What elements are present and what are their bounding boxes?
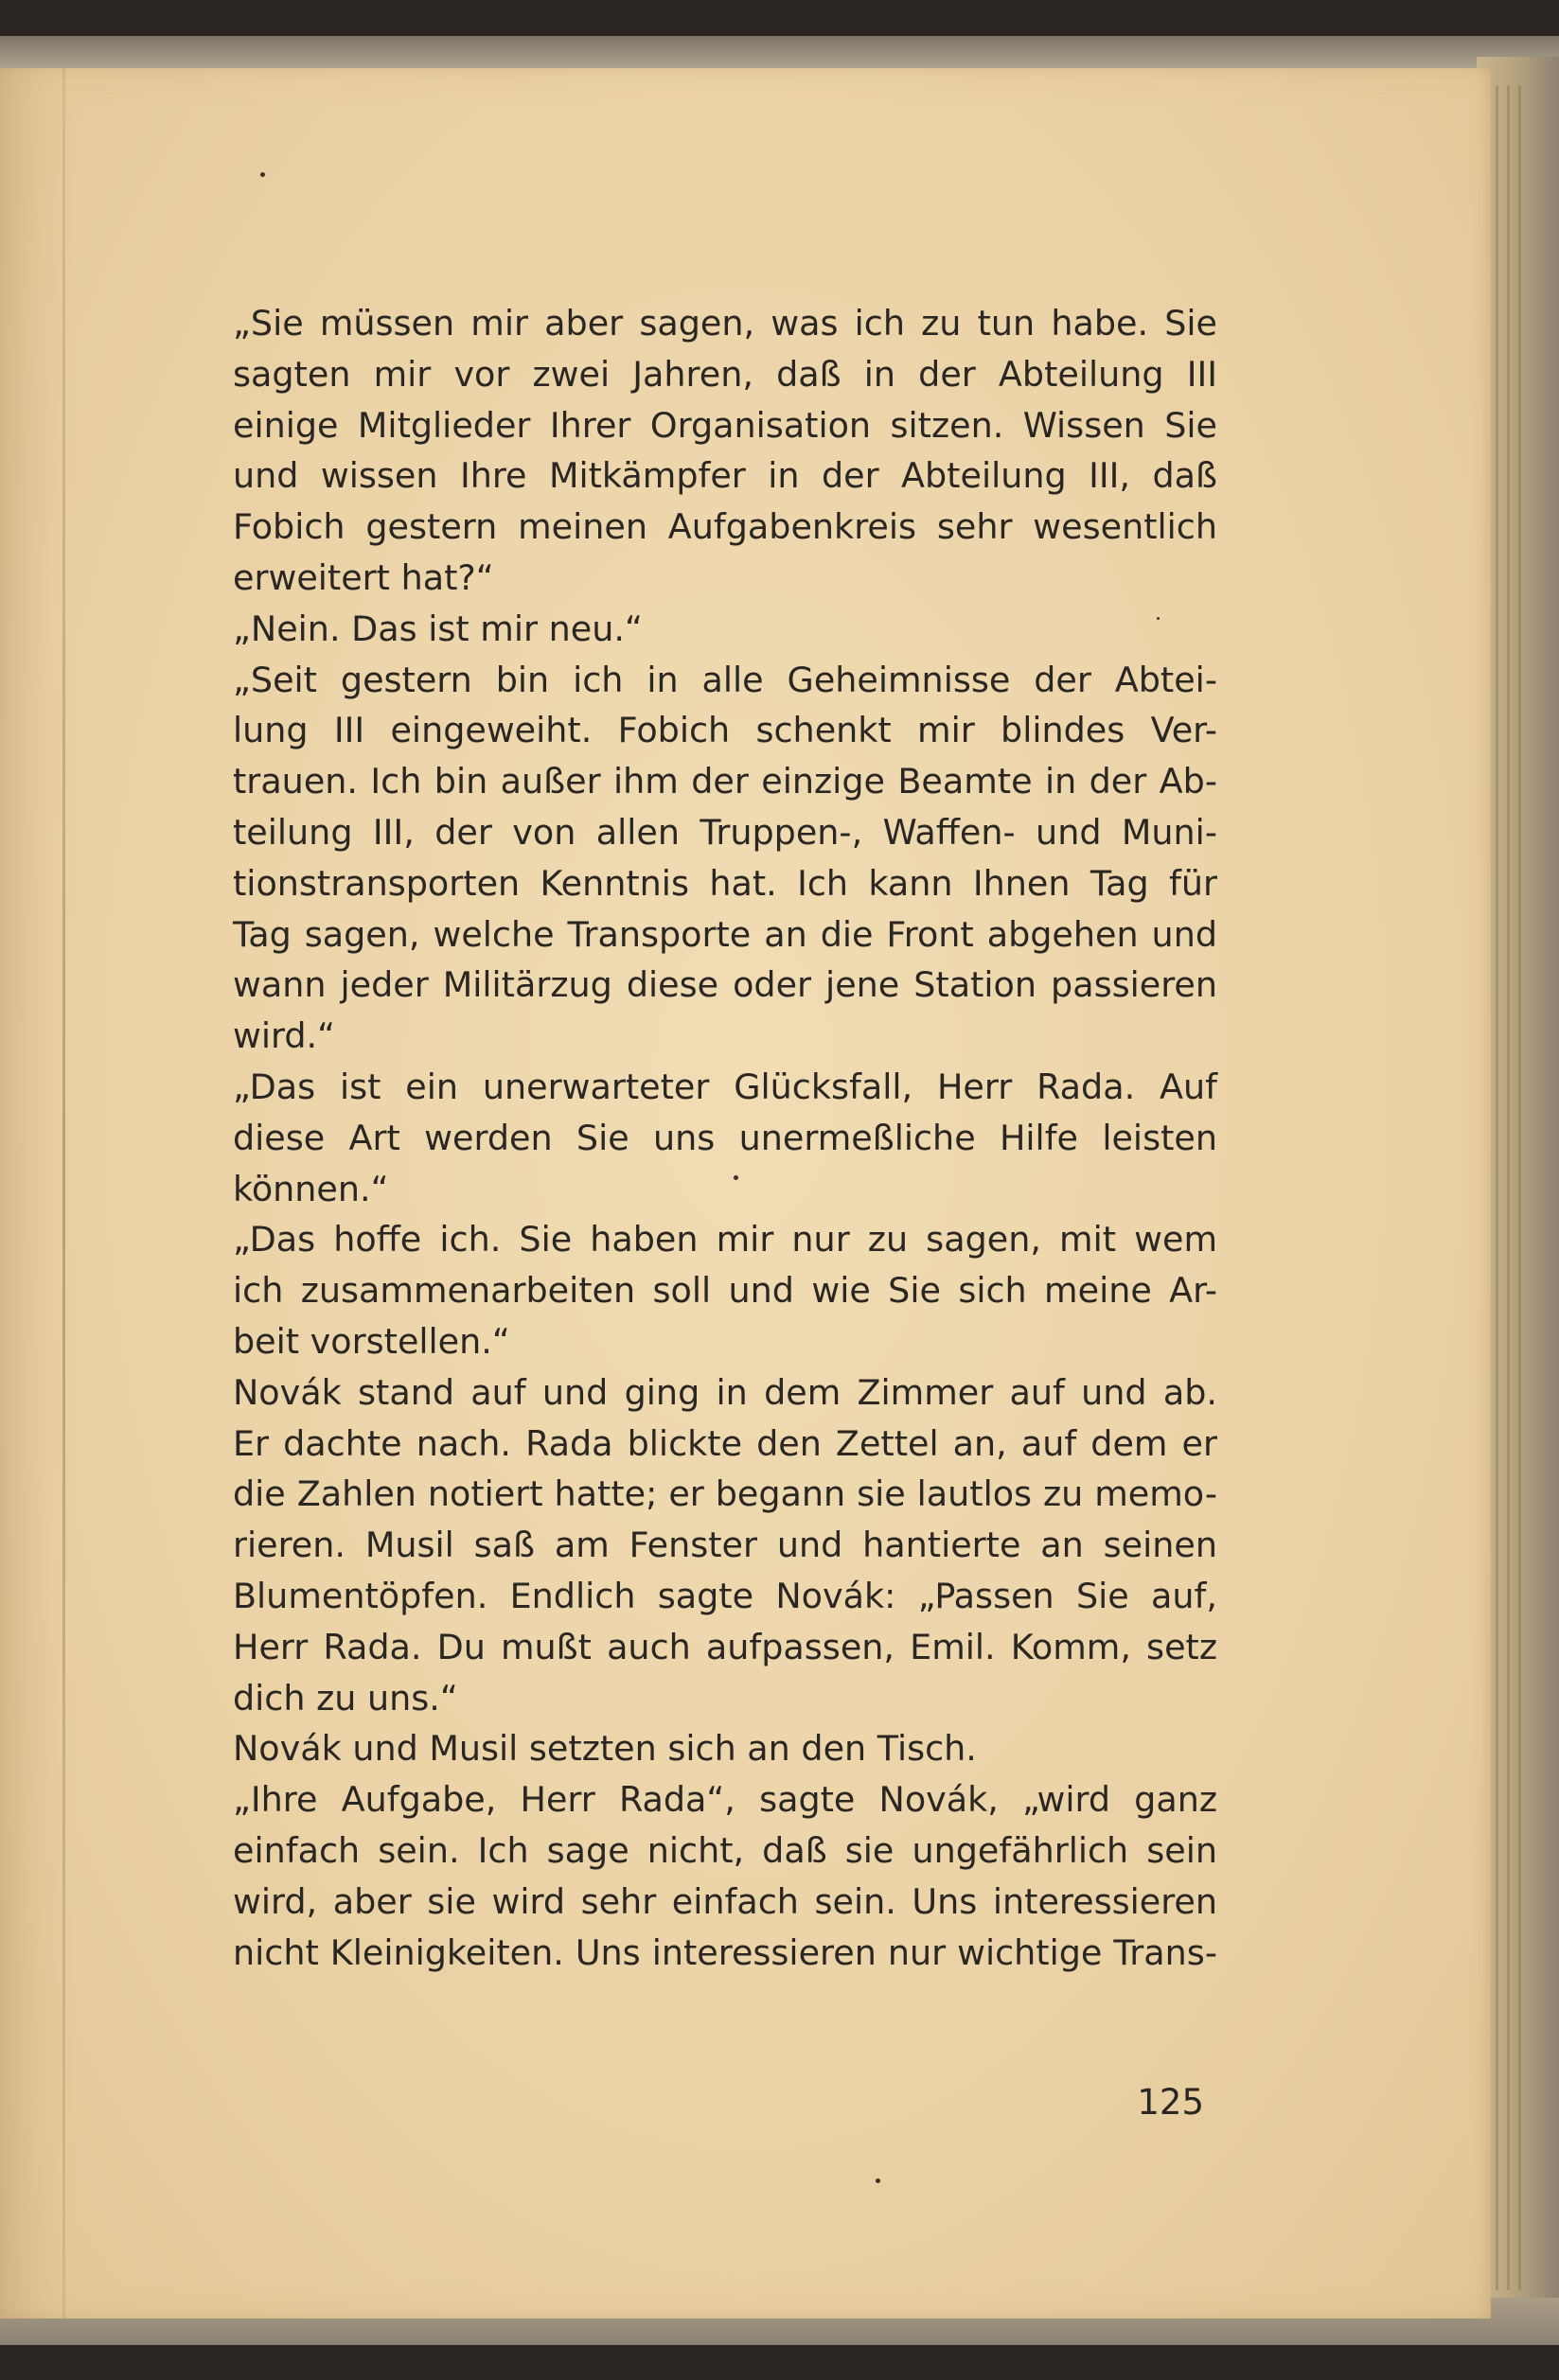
text-line: diese Art werden Sie uns unermeßliche Hilfe leisten <box>233 1117 1217 1158</box>
text-line: „Das ist ein unerwarteter Glücksfall, Herr Rada. Auf <box>233 1066 1217 1107</box>
text-line: ich zusammenarbeiten soll und wie Sie sich meine Ar- <box>233 1270 1217 1312</box>
page-number: 125 <box>1137 2082 1204 2123</box>
paper-speck <box>260 172 265 177</box>
binding-gutter <box>62 68 65 2318</box>
paper-speck <box>734 1175 738 1180</box>
text-line: können.“ <box>233 1168 389 1209</box>
text-line: einfach sein. Ich sage nicht, daß sie ungefährlich sein <box>233 1829 1217 1871</box>
text-line: wird, aber sie wird sehr einfach sein. Uns interessieren <box>233 1880 1217 1922</box>
text-line: Tag sagen, welche Transporte an die Front abgehen und <box>233 913 1217 955</box>
text-line: Herr Rada. Du mußt auch aufpassen, Emil. Komm, setz <box>233 1626 1217 1667</box>
text-line: nicht Kleinigkeiten. Uns interessieren nur wichtige Trans- <box>233 1931 1217 1973</box>
text-line: tionstransporten Kenntnis hat. Ich kann Ihnen Tag für <box>233 862 1217 904</box>
text-line: „Ihre Aufgabe, Herr Rada“, sagte Novák, „wird ganz <box>233 1779 1217 1821</box>
text-line: einige Mitglieder Ihrer Organisation sitzen. Wissen Sie <box>233 404 1217 446</box>
text-line: wann jeder Militärzug diese oder jene Station passieren <box>233 964 1217 1006</box>
text-line: rieren. Musil saß am Fenster und hantierte an seinen <box>233 1525 1217 1566</box>
page-stack-edge <box>1507 85 1510 2290</box>
text-line: Fobich gestern meinen Aufgabenkreis sehr wesentlich <box>233 506 1217 548</box>
paper-page <box>0 68 1491 2318</box>
text-line: wird.“ <box>233 1015 336 1057</box>
body-text <box>233 298 1217 1978</box>
text-line: beit vorstellen.“ <box>233 1320 510 1362</box>
text-line: lung III eingeweiht. Fobich schenkt mir blindes Ver- <box>233 710 1217 751</box>
text-line: Novák stand auf und ging in dem Zimmer auf und ab. <box>233 1371 1217 1413</box>
text-line: Novák und Musil setzten sich an den Tisch. <box>233 1728 977 1770</box>
text-line: „Das hoffe ich. Sie haben mir nur zu sagen, mit wem <box>233 1219 1217 1261</box>
paper-speck <box>876 2178 880 2183</box>
text-line: dich zu uns.“ <box>233 1677 458 1719</box>
text-line: „Sie müssen mir aber sagen, was ich zu tun habe. Sie <box>233 303 1217 344</box>
text-line: erweitert hat?“ <box>233 556 494 598</box>
text-line: Er dachte nach. Rada blickte den Zettel an, auf dem er <box>233 1422 1217 1464</box>
page-stack-edge <box>1496 85 1498 2290</box>
page-stack-edge <box>1518 85 1521 2290</box>
text-line: trauen. Ich bin außer ihm der einzige Beamte in der Ab- <box>233 761 1217 802</box>
text-line: „Nein. Das ist mir neu.“ <box>233 608 643 649</box>
text-line: Blumentöpfen. Endlich sagte Novák: „Passen Sie auf, <box>233 1575 1217 1616</box>
text-line: die Zahlen notiert hatte; er begann sie lautlos zu memo- <box>233 1473 1217 1515</box>
text-line: „Seit gestern bin ich in alle Geheimnisse der Abtei- <box>233 659 1217 700</box>
text-line: teilung III, der von allen Truppen-, Waffen- und Muni- <box>233 811 1217 853</box>
text-line: und wissen Ihre Mitkämpfer in der Abteilung III, daß <box>233 455 1217 497</box>
text-line: sagten mir vor zwei Jahren, daß in der Abteilung III <box>233 353 1217 395</box>
paper-speck <box>1157 617 1160 620</box>
